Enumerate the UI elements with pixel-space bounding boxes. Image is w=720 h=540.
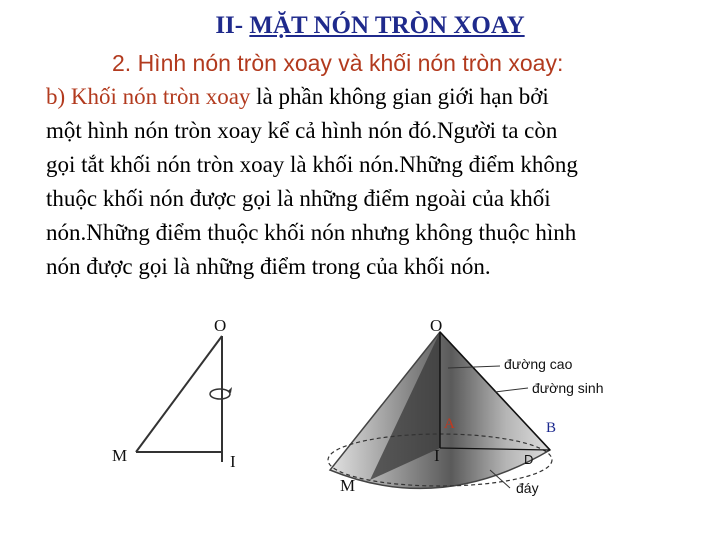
triangle-hypotenuse (136, 336, 222, 452)
paragraph-line-1-rest: là phần không gian giới hạn bởi (250, 84, 549, 109)
paragraph-line-5: nón.Những điểm thuộc khối nón nhưng không thuộc hình (46, 220, 577, 245)
paragraph-line-2: một hình nón tròn xoay kể cả hình nón đó.Người ta còn (46, 118, 558, 143)
paragraph-lead: b) Khối nón tròn xoay (46, 84, 251, 109)
right-label-a: A (444, 416, 455, 432)
right-label-m: M (340, 476, 356, 495)
right-label-o: O (430, 316, 443, 335)
right-label-b: B (546, 420, 557, 436)
generator-pointer (495, 388, 528, 392)
right-label-i: I (434, 446, 440, 465)
slide-subtitle: 2. Hình nón tròn xoay và khối nón tròn xoay: (112, 50, 564, 76)
height-label: đường cao (504, 356, 573, 372)
definition-paragraph (46, 80, 706, 284)
left-label-i: I (230, 452, 236, 471)
paragraph-line-3: gọi tắt khối nón tròn xoay là khối nón.Những điểm không (46, 152, 578, 177)
base-d-label: D (524, 452, 534, 467)
title-main: MẶT NÓN TRÒN XOAY (249, 12, 525, 39)
paragraph-line-6: nón được gọi là những điểm trong của khối nón. (46, 254, 491, 279)
left-label-m: M (112, 446, 128, 465)
base-label: đáy (516, 480, 539, 496)
paragraph-line-1 (46, 80, 706, 114)
generator-label: đường sinh (532, 380, 604, 396)
paragraph-line-4: thuộc khối nón được gọi là những điểm ngoài của khối (46, 186, 551, 211)
left-label-o: O (214, 316, 227, 335)
title-prefix: II- (215, 12, 244, 39)
slide-title (0, 12, 720, 40)
